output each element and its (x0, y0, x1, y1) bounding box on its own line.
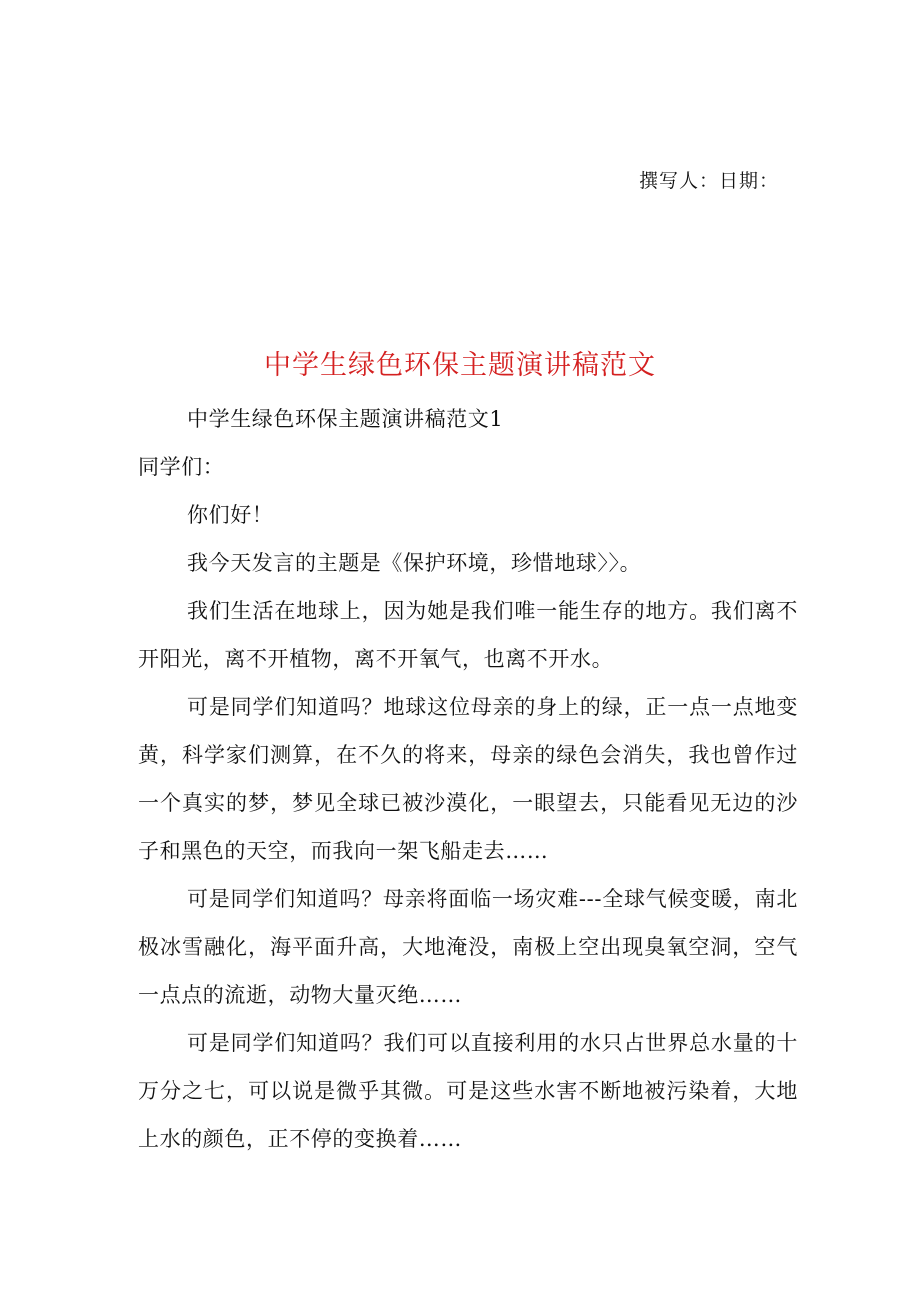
body-paragraph: 可是同学们知道吗？母亲将面临一场灾难---全球气候变暖，南北极冰雪融化，海平面升高，大地淹没，南极上空出现臭氧空洞，空气一点点的流逝，动物大量灭绝…… (138, 887, 798, 1007)
body-paragraph: 可是同学们知道吗？地球这位母亲的身上的绿，正一点一点地变黄，科学家们测算，在不久的将来，母亲的绿色会消失，我也曾作过一个真实的梦，梦见全球已被沙漠化，一眼望去，只能看见无边的沙子和黑色的天空，而我向一架飞船走去…… (138, 695, 798, 863)
body-paragraph: 我们生活在地球上，因为她是我们唯一能生存的地方。我们离不开阳光，离不开植物，离不开氧气，也离不开水。 (138, 599, 798, 671)
body-paragraph: 可是同学们知道吗？我们可以直接利用的水只占世界总水量的十万分之七，可以说是微乎其微。可是这些水害不断地被污染着，大地上水的颜色，正不停的变换着…… (138, 1031, 798, 1151)
document-title: 中学生绿色环保主题演讲稿范文 (264, 350, 656, 381)
subtitle-paragraph: 中学生绿色环保主题演讲稿范文1 (187, 407, 504, 431)
greeting-paragraph: 你们好！ (187, 503, 274, 527)
topic-paragraph: 我今天发言的主题是《保护环境，珍惜地球〉〉。 (187, 551, 642, 575)
document-body (138, 395, 798, 1163)
author-date-line: 撰写人：日期： (638, 170, 779, 192)
salutation-paragraph: 同学们： (138, 455, 225, 479)
